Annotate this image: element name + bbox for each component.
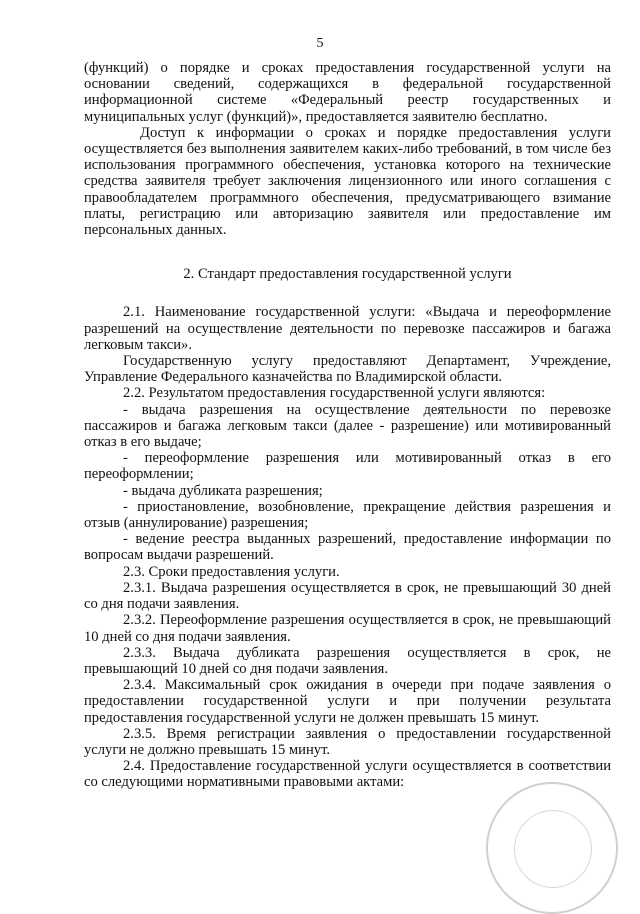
section-heading: 2. Стандарт предоставления государственной услуги bbox=[183, 266, 512, 283]
document-body bbox=[84, 60, 611, 791]
list-item-reissue: - переоформление разрешения или мотивированный отказ в его переоформлении; bbox=[84, 450, 611, 483]
paragraph-2-3-5: 2.3.5. Время регистрации заявления о предоставлении государственной услуги не должно превышать 15 минут. bbox=[84, 725, 611, 758]
paragraph-2-3-3: 2.3.3. Выдача дубликата разрешения осуществляется в срок, не превышающий 10 дней со дня подачи заявления. bbox=[84, 644, 611, 677]
paragraph-2-3-1: 2.3.1. Выдача разрешения осуществляется в срок, не превышающий 30 дней со дня подачи заявления. bbox=[84, 579, 611, 613]
paragraph-continuation: (функций) о порядке и сроках предоставления государственной услуги на основании сведений, содержащихся в федеральной государственной информационной системе «Федеральный реестр государственных и муниципальных услуг (функций)», предоставляется заявителю бесплатно. bbox=[84, 60, 611, 125]
paragraph-2-4: 2.4. Предоставление государственной услуги осуществляется в соответствии со следующими нормативными правовыми актами: bbox=[84, 758, 611, 791]
paragraph-2-2: 2.2. Результатом предоставления государственной услуги являются: bbox=[123, 385, 546, 402]
paragraph-access-info: Доступ к информации о сроках и порядке предоставления услуги осуществляется без выполнения заявителем каких-либо требований, в том числе без использования программного обеспечения, установка которого на технические средства заявителя требует заключения лицензионного или иного соглашения с правообладателем программного обеспечения, предусматривающего взимание платы, регистрацию или авторизацию заявителя или предоставление им персональных данных. bbox=[84, 124, 611, 239]
paragraph-2-3: 2.3. Сроки предоставления услуги. bbox=[123, 563, 340, 580]
page-number: 5 bbox=[316, 36, 324, 51]
list-item-duplicate: - выдача дубликата разрешения; bbox=[123, 482, 323, 499]
paragraph-providers: Государственную услугу предоставляют Департамент, Учреждение, Управление Федерального казначейства по Владимирской области. bbox=[84, 353, 611, 386]
list-item-suspension: - приостановление, возобновление, прекращение действия разрешения и отзыв (аннулирование) разрешения; bbox=[84, 498, 611, 532]
list-item-registry: - ведение реестра выданных разрешений, предоставление информации по вопросам выдачи разрешений. bbox=[84, 531, 611, 564]
paragraph-2-3-2: 2.3.2. Переоформление разрешения осуществляется в срок, не превышающий 10 дней со дня подачи заявления. bbox=[84, 612, 611, 645]
paragraph-2-1: 2.1. Наименование государственной услуги: «Выдача и переоформление разрешений на осуществление деятельности по перевозке пассажиров и багажа легковым такси». bbox=[84, 304, 611, 353]
paragraph-2-3-4: 2.3.4. Максимальный срок ожидания в очереди при подаче заявления о предоставлении государственной услуги и при получении результата предоставления государственной услуги не должен превышать 15 минут. bbox=[84, 677, 611, 726]
seal-stamp bbox=[486, 782, 618, 914]
list-item-issue: - выдача разрешения на осуществление деятельности по перевозке пассажиров и багажа легковым такси (далее - разрешение) или мотивированный отказ в его выдаче; bbox=[84, 401, 611, 451]
